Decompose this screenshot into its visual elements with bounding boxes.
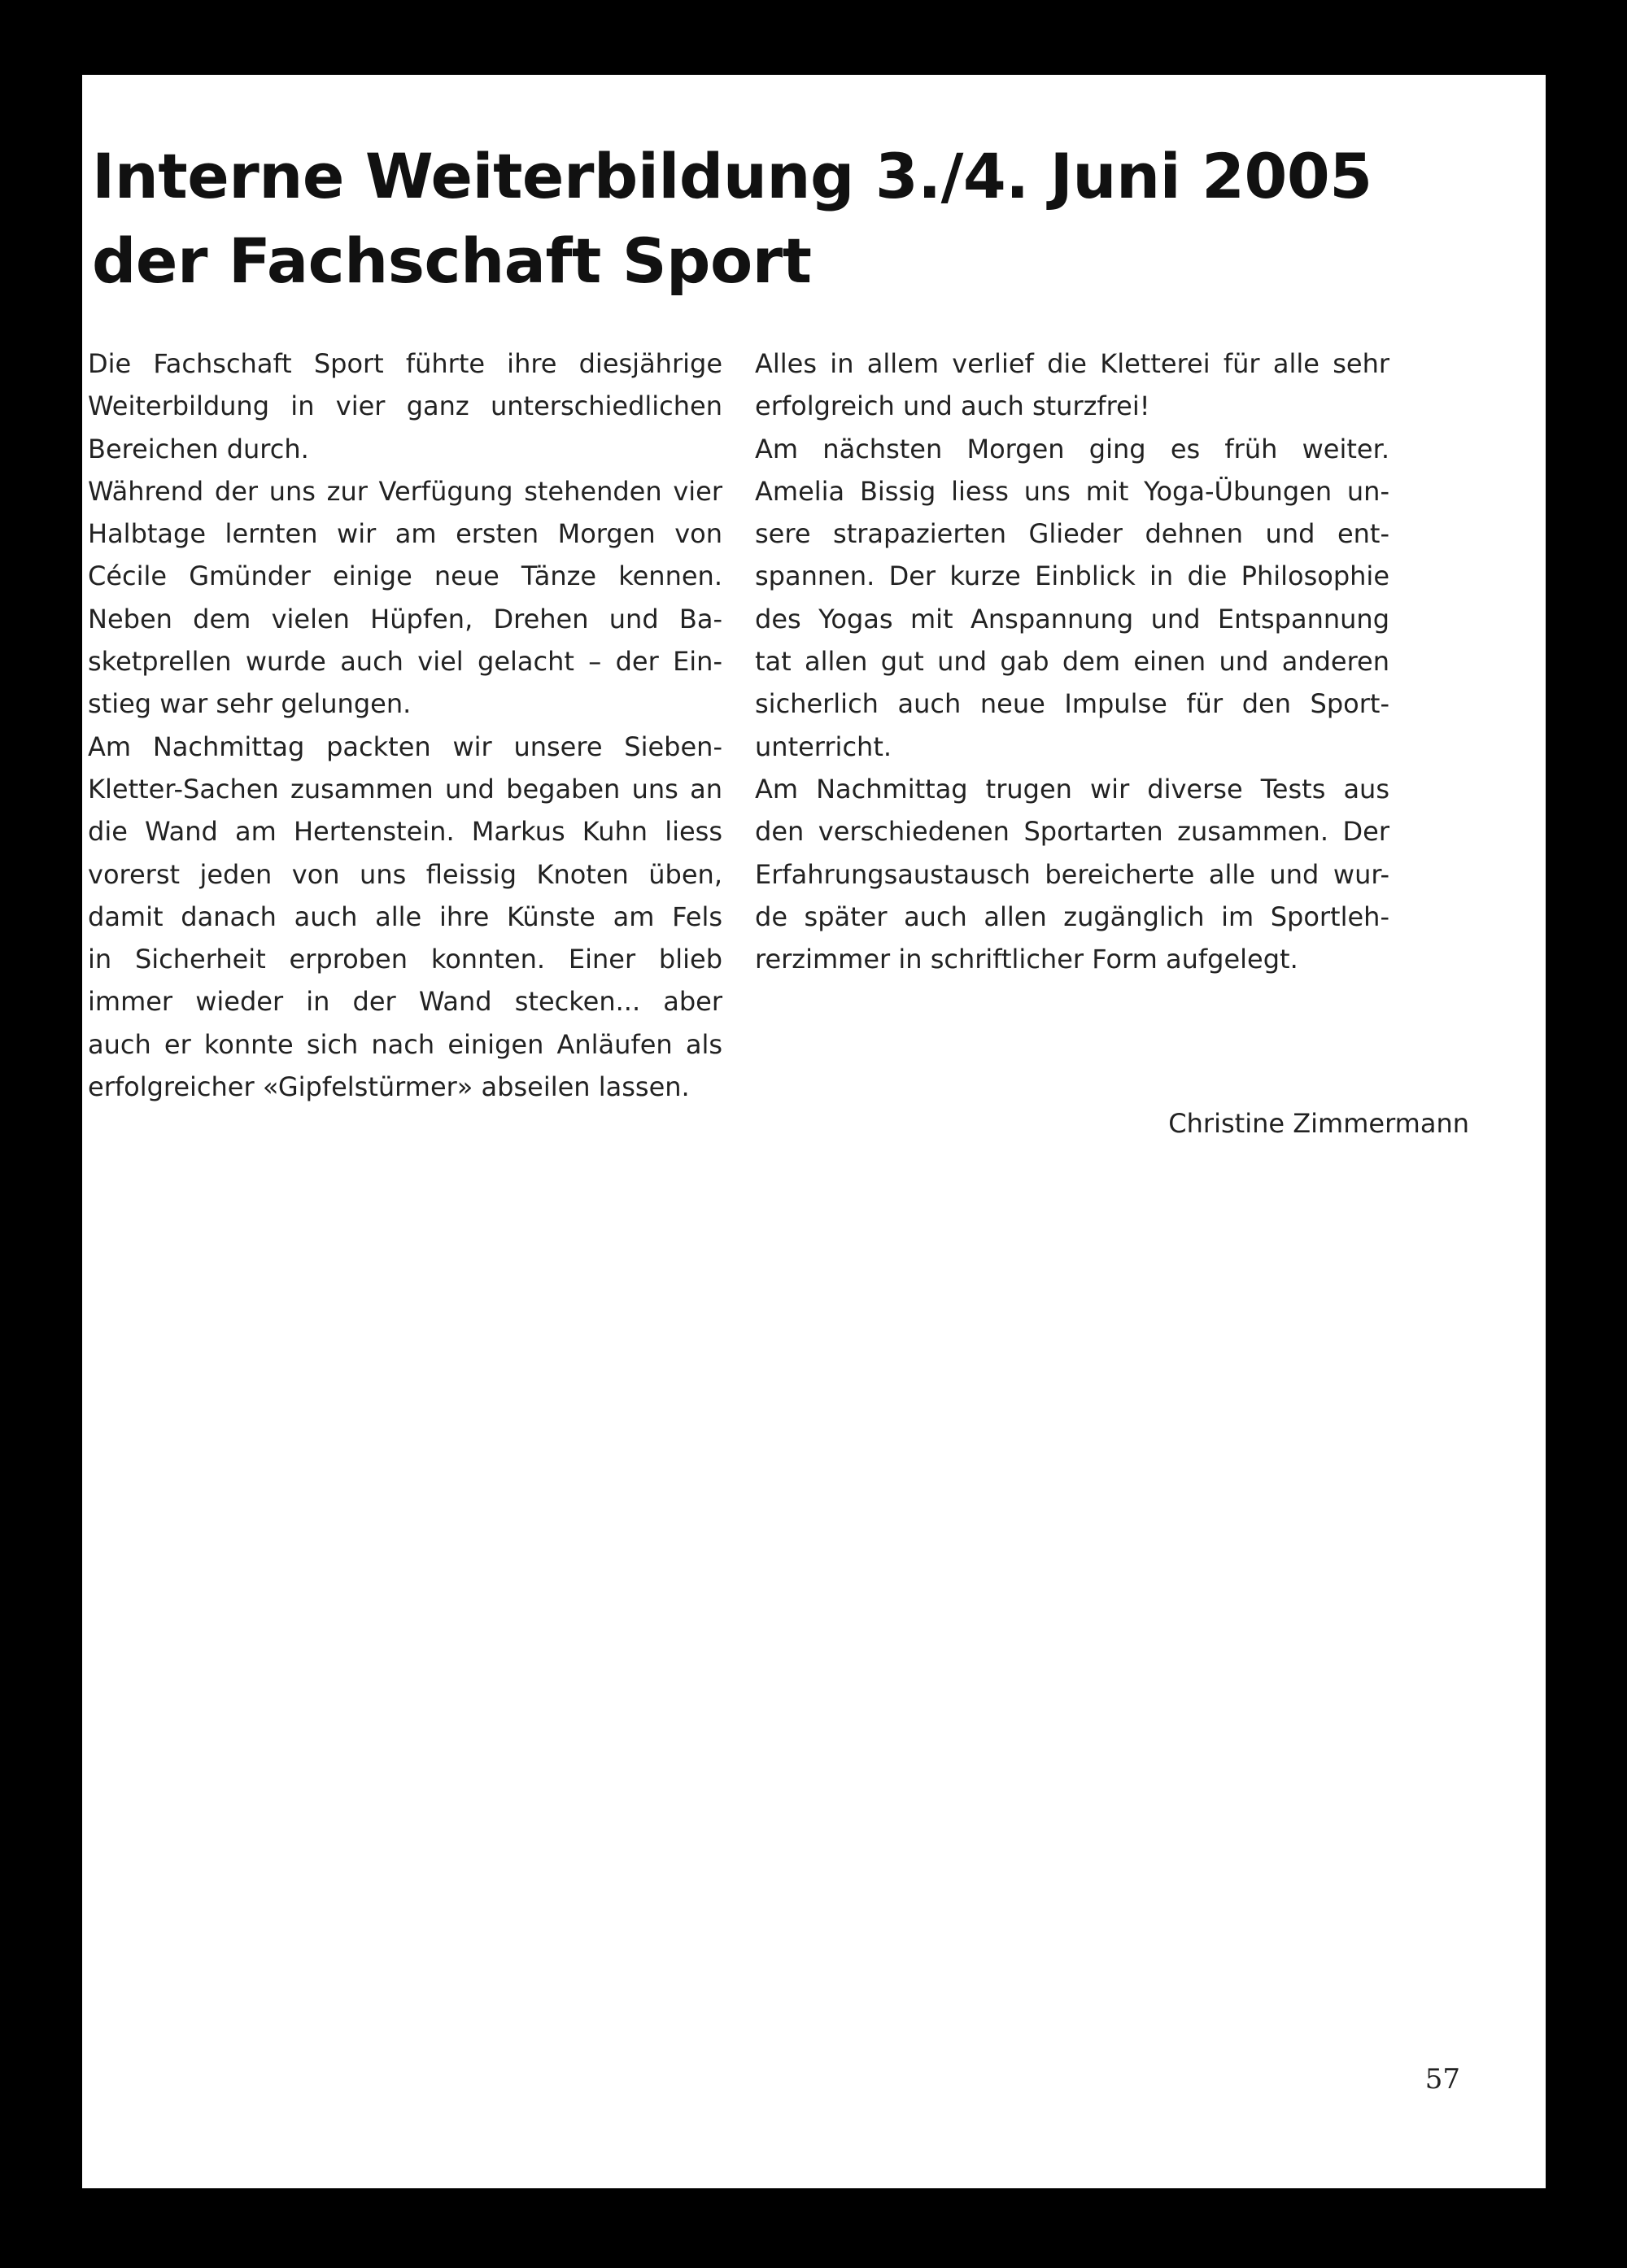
text-line: tat allen gut und gab dem einen und anderen [755,646,1389,678]
text-line: sketprellen wurde auch viel gelacht – der Ein- [88,646,722,678]
title-line-1: Interne Weiterbildung 3./4. Juni 2005 [92,140,1372,212]
text-line: Halbtage lernten wir am ersten Morgen von [88,518,722,550]
text-column-left [88,342,722,1108]
text-line: den verschiedenen Sportarten zusammen. Der [755,816,1389,848]
text-line: auch er konnte sich nach einigen Anläufen als [88,1028,722,1060]
text-line: stieg war sehr gelungen. [88,688,412,720]
text-line: vorerst jeden von uns fleissig Knoten üben, [88,858,722,890]
text-line: in Sicherheit erproben konnten. Einer blieb [88,944,722,975]
text-line: de später auch allen zugänglich im Sportleh- [755,901,1389,932]
text-line: Cécile Gmünder einige neue Tänze kennen. [88,560,722,592]
title-line-2: der Fachschaft Sport [92,225,812,297]
text-line: die Wand am Hertenstein. Markus Kuhn liess [88,816,722,848]
text-line: unterricht. [755,731,892,762]
text-line: Bereichen durch. [88,433,309,465]
text-line: Die Fachschaft Sport führte ihre diesjährige [88,348,722,379]
text-line: Am Nachmittag packten wir unsere Sieben- [88,731,722,762]
text-line: Während der uns zur Verfügung stehenden vier [88,475,722,507]
text-line: immer wieder in der Wand stecken... aber [88,986,722,1018]
text-line: spannen. Der kurze Einblick in die Philosophie [755,560,1389,592]
page-number: 57 [1424,2063,1460,2096]
text-line: Am nächsten Morgen ging es früh weiter. [755,433,1389,465]
text-line: sicherlich auch neue Impulse für den Sport- [755,688,1389,720]
text-line: Alles in allem verlief die Kletterei für alle sehr [755,348,1389,379]
text-line: damit danach auch alle ihre Künste am Fels [88,901,722,932]
text-line: Am Nachmittag trugen wir diverse Tests aus [755,773,1389,805]
text-line: Weiterbildung in vier ganz unterschiedlichen [88,390,722,422]
text-line: rerzimmer in schriftlicher Form aufgelegt. [755,944,1298,975]
text-line: Neben dem vielen Hüpfen, Drehen und Ba- [88,603,722,635]
text-line: Amelia Bissig liess uns mit Yoga-Übungen un- [755,475,1389,507]
text-line: sere strapazierten Glieder dehnen und ent- [755,518,1389,550]
text-line: Kletter-Sachen zusammen und begaben uns an [88,773,722,805]
text-line: erfolgreicher «Gipfelstürmer» abseilen lassen. [88,1071,690,1103]
author-signature: Christine Zimmermann [1168,1108,1469,1139]
text-column-right [755,342,1389,980]
text-line: des Yogas mit Anspannung und Entspannung [755,603,1389,635]
article-title [92,134,1394,303]
text-line: erfolgreich und auch sturzfrei! [755,390,1150,422]
text-line: Erfahrungsaustausch bereicherte alle und wur- [755,858,1389,890]
